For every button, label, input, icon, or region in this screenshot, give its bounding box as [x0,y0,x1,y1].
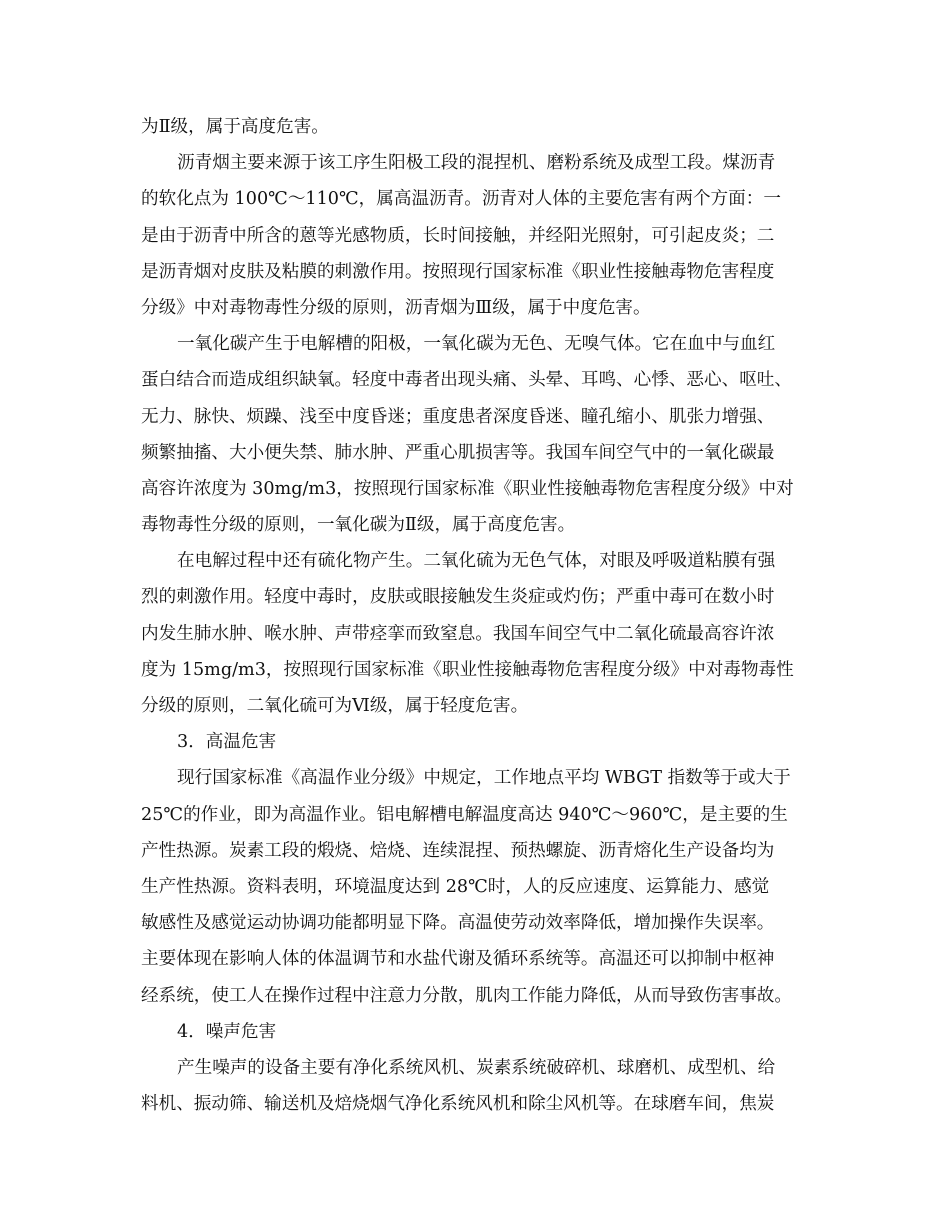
text-line: 现行国家标准《高温作业分级》中规定，工作地点平均 WBGT 指数等于或大于 [177,768,791,789]
text-line: 蛋白结合而造成组织缺氧。轻度中毒者出现头痛、头晕、耳鸣、心悸、恶心、呕吐、 [141,370,792,391]
text-line: 经系统，使工人在操作过程中注意力分散，肌肉工作能力降低，从而导致伤害事故。 [141,985,792,1006]
text-line: 一氧化碳产生于电解槽的阳极，一氧化碳为无色、无嗅气体。它在血中与血红 [177,334,776,355]
text-line: 无力、脉快、烦躁、浅至中度昏迷；重度患者深度昏迷、瞳孔缩小、肌张力增强、 [141,406,775,427]
document-body [141,109,826,1122]
text-line: 烈的刺激作用。轻度中毒时，皮肤或眼接触发生炎症或灼伤；严重中毒可在数小时 [141,587,775,608]
text-line: 内发生肺水肿、喉水肿、声带痉挛而致窒息。我国车间空气中二氧化硫最高容许浓 [141,623,775,644]
text-line: 度为 15mg/m3，按照现行国家标准《职业性接触毒物危害程度分级》中对毒物毒性 [141,659,794,680]
text-line: 主要体现在影响人体的体温调节和水盐代谢及循环系统等。高温还可以抑制中枢神 [141,949,775,970]
text-line: 产生噪声的设备主要有净化系统风机、炭素系统破碎机、球磨机、成型机、给 [177,1057,776,1078]
text-line: 高容许浓度为 30mg/m3，按照现行国家标准《职业性接触毒物危害程度分级》中对 [141,478,794,499]
text-line: 在电解过程中还有硫化物产生。二氧化硫为无色气体，对眼及呼吸道粘膜有强 [177,551,776,572]
text-line: 毒物毒性分级的原则，一氧化碳为Ⅱ级，属于高度危害。 [141,515,576,536]
text-line: 频繁抽搐、大小便失禁、肺水肿、严重心肌损害等。我国车间空气中的一氧化碳最 [141,442,775,463]
text-line: 的软化点为 100℃～110℃，属高温沥青。沥青对人体的主要危害有两个方面：一 [141,189,781,210]
text-line: 敏感性及感觉运动协调功能都明显下降。高温使劳动效率降低，增加操作失误率。 [141,913,775,934]
text-line: 分级》中对毒物毒性分级的原则，沥青烟为Ⅲ级，属于中度危害。 [141,297,651,318]
section-heading: 4．噪声危害 [177,1021,277,1042]
text-line: 产性热源。炭素工段的煅烧、焙烧、连续混捏、预热螺旋、沥青熔化生产设备均为 [141,840,775,861]
text-line: 是沥青烟对皮肤及粘膜的刺激作用。按照现行国家标准《职业性接触毒物危害程度 [141,261,775,282]
text-line: 为Ⅱ级，属于高度危害。 [141,117,329,137]
text-line: 25℃的作业，即为高温作业。铝电解槽电解温度高达 940℃～960℃，是主要的生 [141,804,788,825]
section-heading: 3．高温危害 [177,732,277,753]
text-line: 是由于沥青中所含的蒽等光感物质，长时间接触，并经阳光照射，可引起皮炎；二 [141,225,775,246]
text-line: 料机、振动筛、输送机及焙烧烟气净化系统风机和除尘风机等。在球磨车间，焦炭 [141,1094,775,1115]
text-line: 生产性热源。资料表明，环境温度达到 28℃时，人的反应速度、运算能力、感觉 [141,876,770,897]
text-line: 分级的原则，二氧化硫可为Ⅵ级，属于轻度危害。 [141,696,529,716]
text-line: 沥青烟主要来源于该工序生阳极工段的混捏机、磨粉系统及成型工段。煤沥青 [177,153,776,174]
